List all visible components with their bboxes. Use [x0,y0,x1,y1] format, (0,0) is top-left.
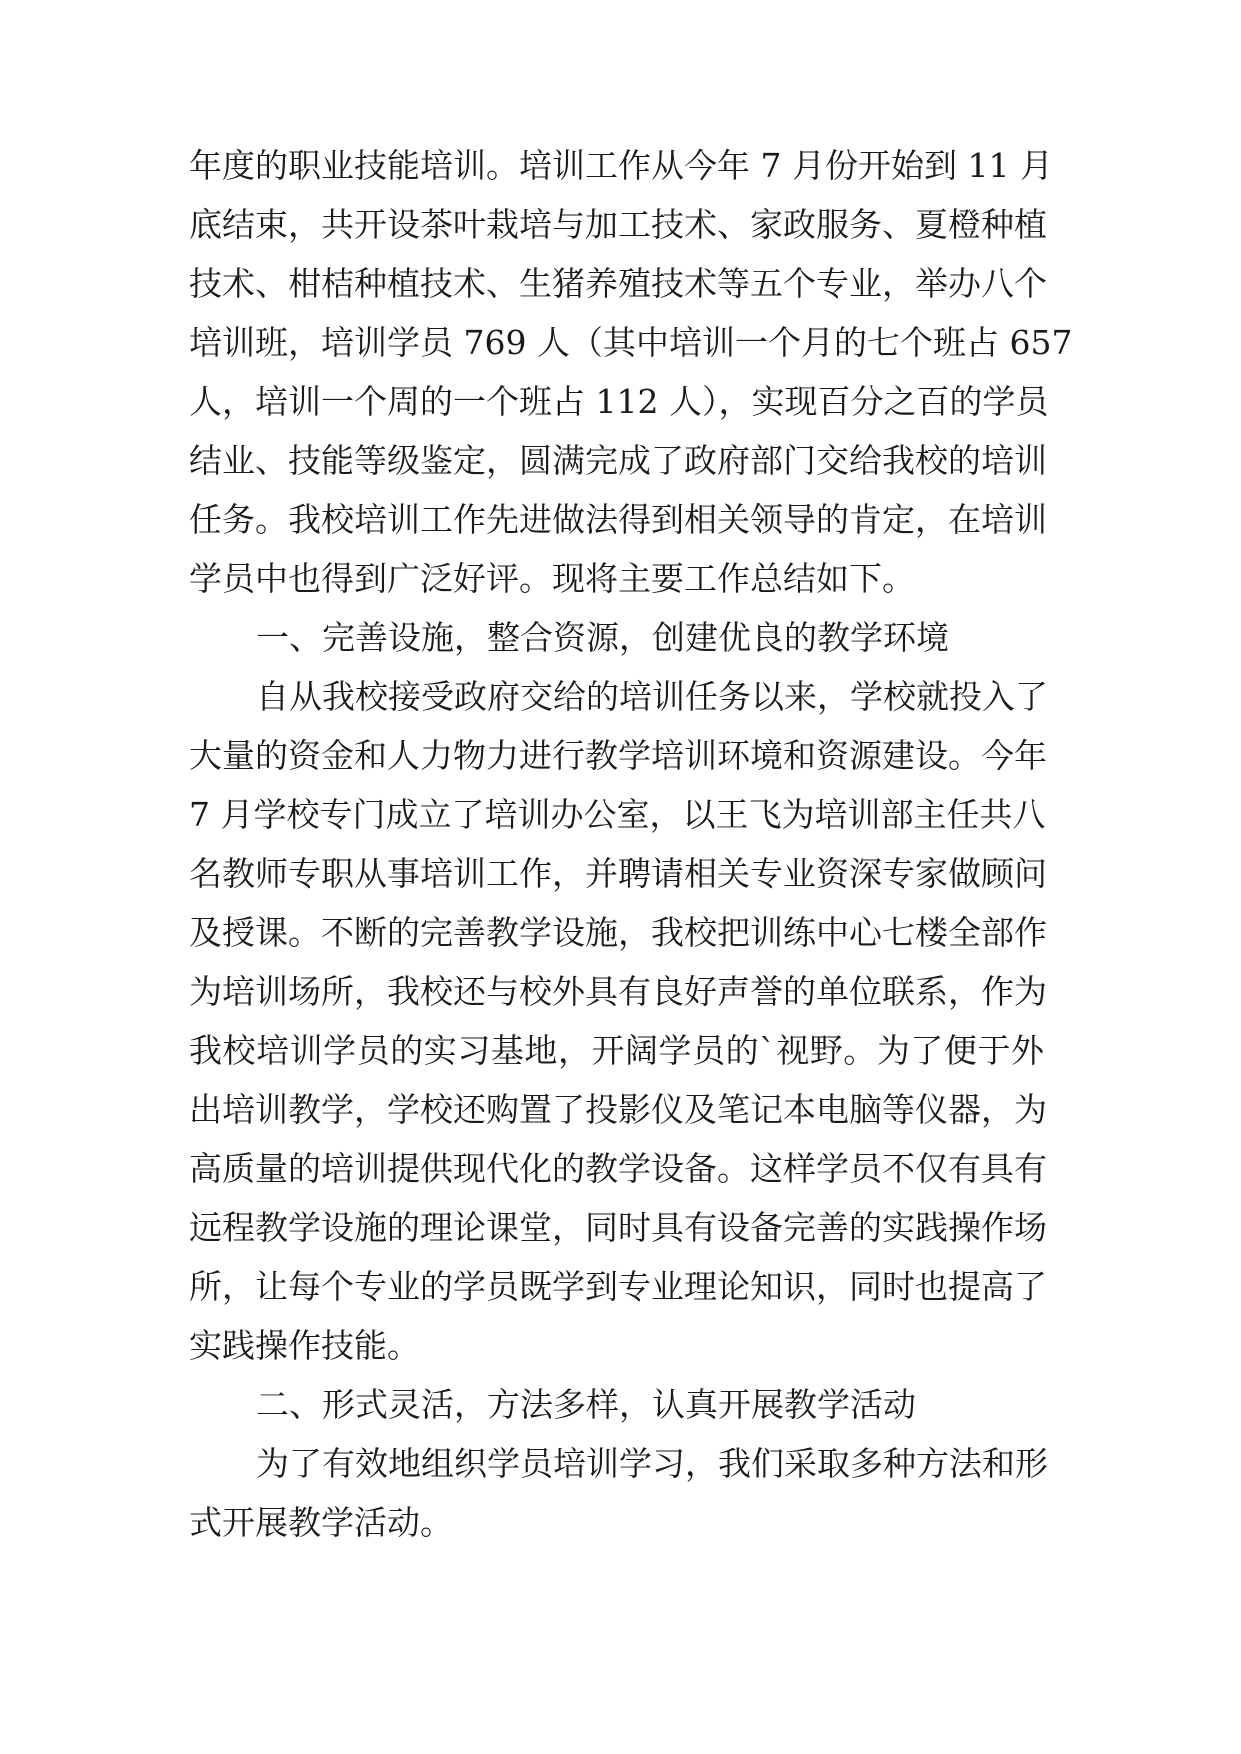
text-line-14: 及授课。不断的完善教学设施，我校把训练中心七楼全部作 [189,913,1047,952]
text-line-8: 学员中也得到广泛好评。现将主要工作总结如下。 [189,559,915,598]
text-line-23: 为了有效地组织学员培训学习，我们采取多种方法和形 [256,1444,1048,1483]
text-line-15: 为培训场所，我校还与校外具有良好声誉的单位联系，作为 [189,972,1047,1011]
text-line-1: 年度的职业技能培训。培训工作从今年 7 月份开始到 11 月 [189,146,1053,185]
text-line-7: 任务。我校培训工作先进做法得到相关领导的肯定，在培训 [189,500,1047,539]
text-line-13: 名教师专职从事培训工作，并聘请相关专业资深专家做顾问 [189,854,1047,893]
text-line-2: 底结束，共开设茶叶栽培与加工技术、家政服务、夏橙种植 [189,205,1047,244]
text-line-12: 7 月学校专门成立了培训办公室，以王飞为培训部主任共八 [189,795,1046,834]
text-line-3: 技术、柑桔种植技术、生猪养殖技术等五个专业，举办八个 [189,264,1047,303]
text-line-17: 出培训教学，学校还购置了投影仪及笔记本电脑等仪器，为 [189,1090,1047,1129]
text-line-24: 式开展教学活动。 [189,1503,453,1542]
text-line-10: 自从我校接受政府交给的培训任务以来，学校就投入了 [256,677,1048,716]
text-line-5: 人，培训一个周的一个班占 112 人），实现百分之百的学员 [189,382,1049,421]
text-line-21: 实践操作技能。 [189,1326,420,1365]
section-heading-2: 二、形式灵活，方法多样，认真开展教学活动 [256,1385,916,1424]
text-line-19: 远程教学设施的理论课堂，同时具有设备完善的实践操作场 [189,1208,1047,1247]
text-line-6: 结业、技能等级鉴定，圆满完成了政府部门交给我校的培训 [189,441,1047,480]
text-line-16: 我校培训学员的实习基地，开阔学员的`视野。为了便于外 [189,1031,1044,1070]
section-heading-1: 一、完善设施，整合资源，创建优良的教学环境 [256,618,949,657]
text-line-4: 培训班，培训学员 769 人（其中培训一个月的七个班占 657 [189,323,1073,362]
text-line-18: 高质量的培训提供现代化的教学设备。这样学员不仅有具有 [189,1149,1047,1188]
text-line-11: 大量的资金和人力物力进行教学培训环境和资源建设。今年 [189,736,1047,775]
text-line-20: 所，让每个专业的学员既学到专业理论知识，同时也提高了 [189,1267,1047,1306]
